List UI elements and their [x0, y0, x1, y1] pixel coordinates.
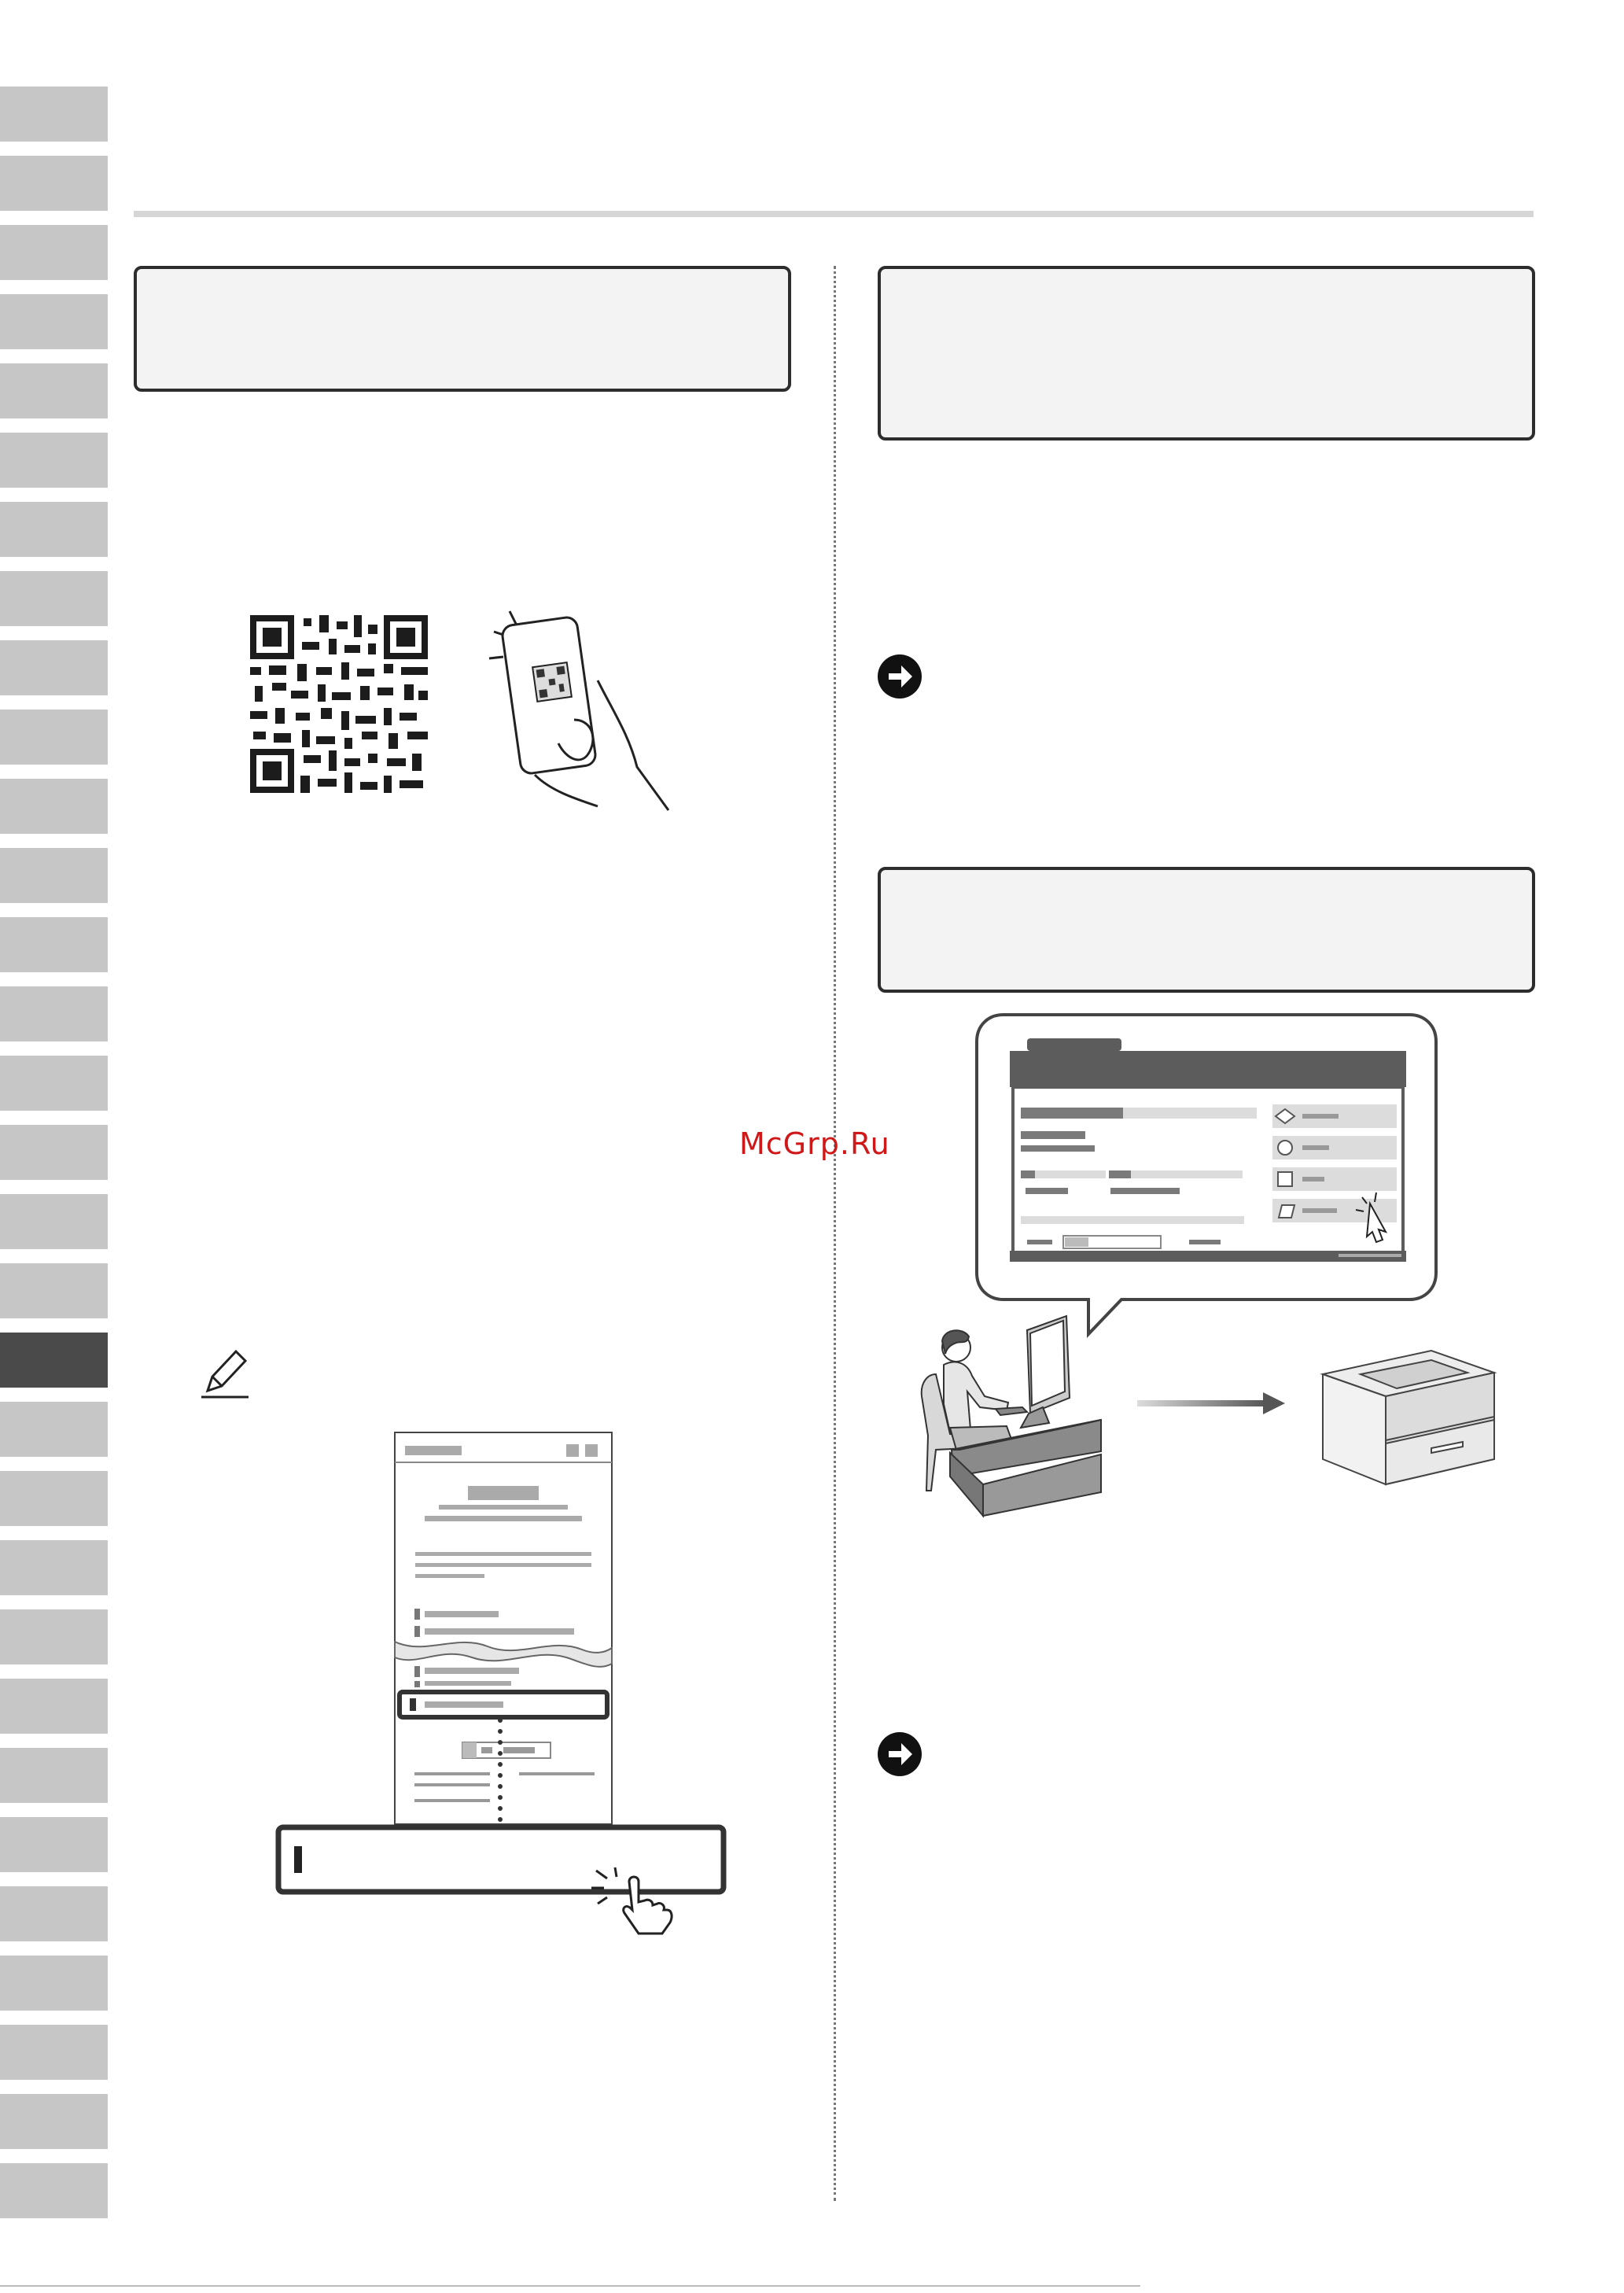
- header-rule: [134, 211, 1534, 217]
- arrow-right-icon: [1137, 1388, 1287, 1419]
- lang-tab[interactable]: [0, 1471, 108, 1526]
- lang-tab[interactable]: [0, 571, 108, 626]
- lang-tab[interactable]: [0, 1125, 108, 1180]
- lang-tab[interactable]: [0, 2163, 108, 2218]
- lang-tab[interactable]: [0, 502, 108, 557]
- lang-tab[interactable]: [0, 2025, 108, 2080]
- lang-tab[interactable]: [0, 433, 108, 488]
- lang-tab[interactable]: [0, 917, 108, 972]
- lang-tab[interactable]: [0, 640, 108, 695]
- heading-box-left: [134, 266, 791, 392]
- lang-tab[interactable]: [0, 1263, 108, 1318]
- lang-tab[interactable]: [0, 2094, 108, 2149]
- lang-tab[interactable]: [0, 1056, 108, 1111]
- lang-tab[interactable]: [0, 294, 108, 349]
- qr-code-icon: [250, 615, 428, 793]
- lang-tab[interactable]: [0, 779, 108, 834]
- column-divider: [834, 266, 836, 2201]
- lang-tab[interactable]: [0, 1540, 108, 1595]
- lang-tab[interactable]: [0, 225, 108, 280]
- lang-tab[interactable]: [0, 1886, 108, 1941]
- arrow-right-icon: [876, 1731, 923, 1778]
- lang-tab[interactable]: [0, 1748, 108, 1803]
- heading-box-right-top: [878, 266, 1535, 441]
- lang-tab[interactable]: [0, 1194, 108, 1249]
- heading-box-right-bottom: [878, 867, 1535, 993]
- tap-hand-icon: [590, 1864, 676, 1935]
- lang-tab[interactable]: [0, 1679, 108, 1734]
- arrow-right-icon: [876, 653, 923, 700]
- lang-tab[interactable]: [0, 848, 108, 903]
- lang-tab[interactable]: [0, 1817, 108, 1872]
- lang-tab[interactable]: [0, 986, 108, 1041]
- lang-tab[interactable]: [0, 87, 108, 142]
- phone-scan-icon: [480, 602, 676, 814]
- pencil-note-icon: [197, 1345, 253, 1402]
- remote-ui-screen-icon: [972, 1010, 1441, 1340]
- lang-tab[interactable]: [0, 1402, 108, 1457]
- watermark: McGrp.Ru: [739, 1126, 890, 1161]
- lang-tab[interactable]: [0, 1956, 108, 2011]
- footer-rule: [0, 2285, 1140, 2287]
- lang-tab[interactable]: [0, 710, 108, 765]
- lang-tab-active[interactable]: [0, 1333, 108, 1388]
- lang-tab[interactable]: [0, 363, 108, 418]
- settings-page-icon: [267, 1428, 739, 1931]
- printer-icon: [1313, 1341, 1502, 1491]
- user-at-computer-icon: [912, 1310, 1117, 1522]
- lang-tab[interactable]: [0, 1609, 108, 1664]
- lang-tab[interactable]: [0, 156, 108, 211]
